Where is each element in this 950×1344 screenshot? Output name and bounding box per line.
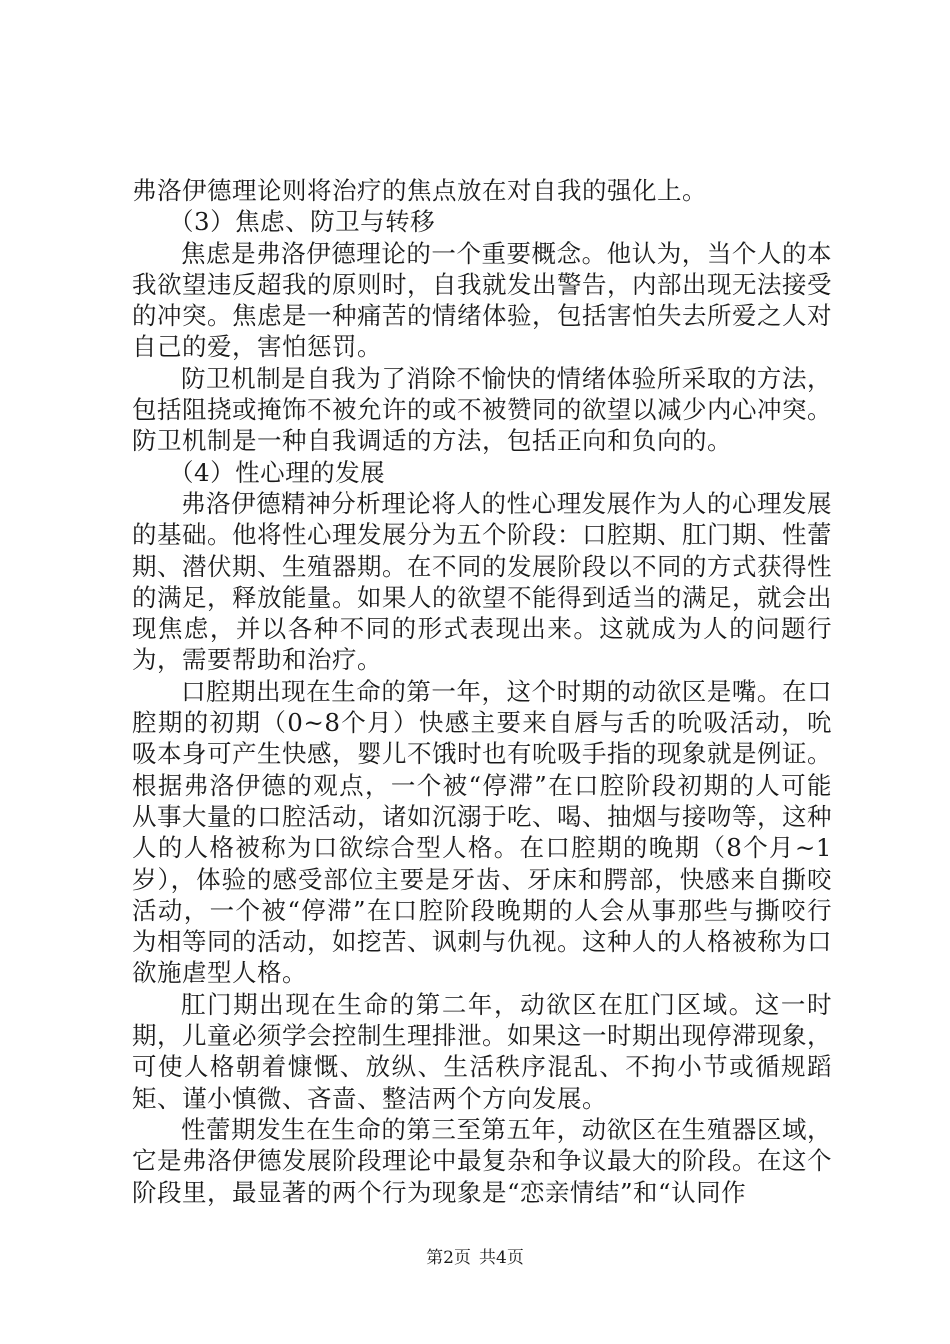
paragraph-psychosexual-stages: 弗洛伊德精神分析理论将人的性心理发展作为人的心理发展的基础。他将性心理发展分为五个阶段：口腔期、肛门期、性蕾期、潜伏期、生殖器期。在不同的发展阶段以不同的方式获得性的满足，释放能量。如果人的欲望不能得到适当的满足，就会出现焦虑，并以各种不同的形式表现出来。这就成为人的问题行为，需要帮助和治疗。	[132, 488, 832, 675]
page-number: 第2页	[426, 1248, 471, 1268]
paragraph-phallic-stage: 性蕾期发生在生命的第三至第五年，动欲区在生殖器区域，它是弗洛伊德发展阶段理论中最复杂和争议最大的阶段。在这个阶段里，最显著的两个行为现象是“恋亲情结”和“认同作	[132, 1114, 832, 1207]
paragraph-defense-mechanism: 防卫机制是自我为了消除不愉快的情绪体验所采取的方法，包括阻挠或掩饰不被允许的或不被赞同的欲望以减少内心冲突。防卫机制是一种自我调适的方法，包括正向和负向的。	[132, 363, 832, 456]
body-text	[132, 175, 832, 1208]
section-heading-psychosexual: （4）性心理的发展	[169, 457, 386, 487]
paragraph-anxiety: 焦虑是弗洛伊德理论的一个重要概念。他认为，当个人的本我欲望违反超我的原则时，自我就发出警告，内部出现无法接受的冲突。焦虑是一种痛苦的情绪体验，包括害怕失去所爱之人对自己的爱，害怕惩罚。	[132, 238, 832, 362]
page-footer	[0, 1243, 950, 1268]
page-total: 共4页	[479, 1248, 524, 1268]
section-heading-anxiety: （3）焦虑、防卫与转移	[169, 207, 436, 237]
paragraph-continuation: 弗洛伊德理论则将治疗的焦点放在对自我的强化上。	[132, 176, 707, 205]
paragraph-oral-stage: 口腔期出现在生命的第一年，这个时期的动欲区是嘴。在口腔期的初期（0~8个月）快感主要来自唇与舌的吮吸活动，吮吸本身可产生快感，婴儿不饿时也有吮吸手指的现象就是例证。根据弗洛伊德的观点，一个被“停滞”在口腔阶段初期的人可能从事大量的口腔活动，诸如沉溺于吃、喝、抽烟与接吻等，这种人的人格被称为口欲综合型人格。在口腔期的晚期（8个月~1岁），体验的感受部位主要是牙齿、牙床和腭部，快感来自撕咬活动，一个被“停滞”在口腔阶段晚期的人会从事那些与撕咬行为相等同的活动，如挖苦、讽刺与仇视。这种人的人格被称为口欲施虐型人格。	[132, 676, 832, 988]
paragraph-anal-stage: 肛门期出现在生命的第二年，动欲区在肛门区域。这一时期，儿童必须学会控制生理排泄。如果这一时期出现停滞现象，可使人格朝着慷慨、放纵、生活秩序混乱、不拘小节或循规蹈矩、谨小慎微、吝啬、整洁两个方向发展。	[132, 989, 832, 1113]
